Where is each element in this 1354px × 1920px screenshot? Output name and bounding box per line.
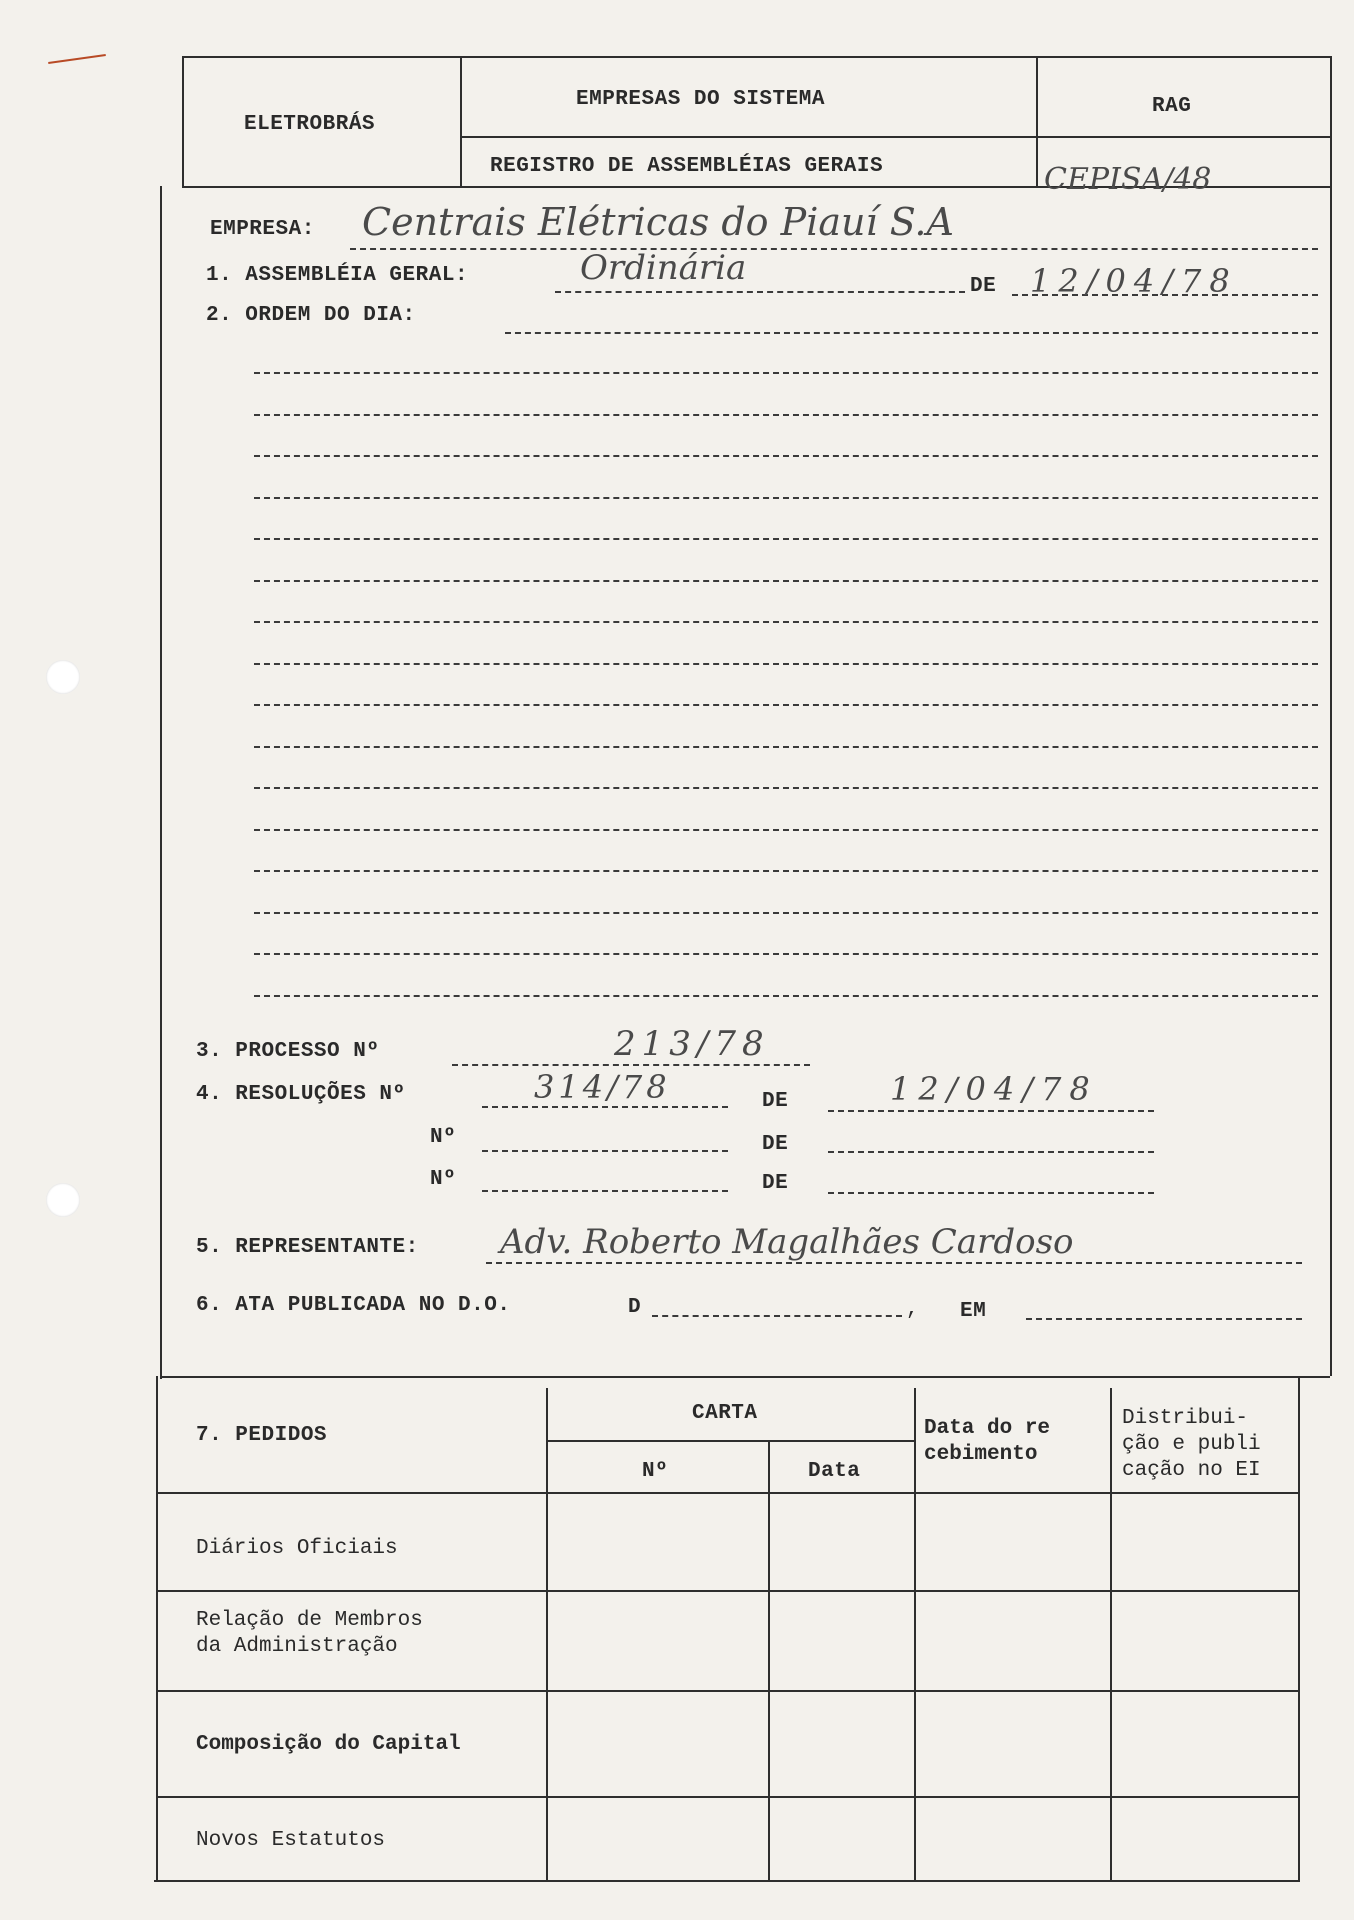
- resolucao-2-de-label: DE: [762, 1133, 789, 1156]
- ordem-blank-line: [254, 414, 1318, 416]
- ata-d-line: [652, 1315, 902, 1317]
- carta-no-header: Nº: [642, 1460, 669, 1483]
- processo-label: 3. PROCESSO Nº: [196, 1040, 380, 1063]
- recebimento-header: Data do re cebimento: [924, 1417, 1051, 1466]
- resolucoes-label: 4. RESOLUÇÕES Nº: [196, 1083, 406, 1106]
- frame-left-lower: [160, 186, 162, 1379]
- table-row-1-line: [156, 1590, 1298, 1592]
- resolucao-1-date-line: [828, 1110, 1154, 1112]
- rag-code: CEPISA/48: [1044, 162, 1212, 197]
- resolucao-1-date: 12/04/78: [890, 1070, 1098, 1108]
- row-label-composicao: Composição do Capital: [196, 1733, 461, 1756]
- ordem-blank-line: [254, 663, 1318, 665]
- org-name: ELETROBRÁS: [244, 113, 376, 136]
- representante-line: [486, 1262, 1302, 1264]
- ordem-blank-line: [254, 621, 1318, 623]
- table-row-3-line: [156, 1796, 1298, 1798]
- assembleia-value: Ordinária: [580, 248, 747, 288]
- row-label-diarios: Diários Oficiais: [196, 1537, 398, 1560]
- table-top: [160, 1376, 1330, 1378]
- empresa-line: [350, 248, 1318, 250]
- carta-header: CARTA: [692, 1402, 758, 1425]
- system-title: EMPRESAS DO SISTEMA: [576, 88, 825, 111]
- resolucao-2-line: [482, 1150, 728, 1152]
- ordem-blank-line: [254, 455, 1318, 457]
- table-col-1: [546, 1388, 548, 1880]
- row-label-relacao: Relação de Membros da Administração: [196, 1609, 423, 1658]
- margin-pen-mark: [48, 54, 106, 64]
- table-col-4: [1110, 1388, 1112, 1880]
- ordem-blank-line: [254, 538, 1318, 540]
- table-row-2-line: [156, 1690, 1298, 1692]
- table-bottom: [154, 1880, 1300, 1882]
- empresa-value: Centrais Elétricas do Piauí S.A: [362, 200, 954, 244]
- table-carta-line: [546, 1440, 914, 1442]
- pedidos-header: 7. PEDIDOS: [196, 1424, 328, 1447]
- ata-label: 6. ATA PUBLICADA NO D.O.: [196, 1294, 511, 1317]
- ata-em-line: [1026, 1318, 1302, 1320]
- ata-comma: ,: [906, 1298, 920, 1321]
- register-title: REGISTRO DE ASSEMBLÉIAS GERAIS: [490, 155, 884, 178]
- assembleia-line: [555, 291, 965, 293]
- ordem-blank-line: [254, 953, 1318, 955]
- ordem-blank-line: [254, 497, 1318, 499]
- ordem-blank-line: [254, 704, 1318, 706]
- table-left: [156, 1376, 158, 1880]
- header-divider-2: [1036, 56, 1038, 186]
- resolucao-1-de-label: DE: [762, 1090, 789, 1113]
- table-header-line: [156, 1492, 1298, 1494]
- table-col-2: [768, 1440, 770, 1880]
- assembleia-date: 12/04/78: [1030, 262, 1238, 300]
- frame-left-upper: [182, 56, 184, 186]
- distribuicao-header: Distribui- ção e publi cação no EI: [1122, 1407, 1261, 1482]
- table-col-3: [914, 1388, 916, 1880]
- header-divider-1: [460, 56, 462, 186]
- rag-label: RAG: [1152, 95, 1192, 118]
- ordem-blank-line: [254, 912, 1318, 914]
- resolucao-3-no-label: Nº: [430, 1168, 457, 1191]
- ordem-blank-line: [254, 787, 1318, 789]
- ordem-blank-line: [254, 829, 1318, 831]
- punch-hole-top: [46, 660, 80, 694]
- representante-label: 5. REPRESENTANTE:: [196, 1236, 419, 1259]
- ordem-blank-line: [254, 746, 1318, 748]
- assembleia-de-label: DE: [970, 275, 997, 298]
- assembleia-label: 1. ASSEMBLÉIA GERAL:: [206, 264, 469, 287]
- ata-em-label: EM: [960, 1300, 987, 1323]
- empresa-label: EMPRESA:: [210, 218, 315, 241]
- frame-right: [1330, 56, 1332, 1376]
- header-mid-line: [460, 136, 1330, 138]
- processo-value: 213/78: [614, 1024, 770, 1064]
- carta-data-header: Data: [808, 1460, 861, 1483]
- resolucao-2-date-line: [828, 1151, 1154, 1153]
- ata-d-label: D: [628, 1296, 642, 1319]
- processo-line: [452, 1064, 810, 1066]
- table-right: [1298, 1376, 1300, 1880]
- ordem-blank-line: [254, 372, 1318, 374]
- resolucao-1-value: 314/78: [534, 1068, 671, 1106]
- ordem-line: [505, 332, 1318, 334]
- resolucao-2-no-label: Nº: [430, 1126, 457, 1149]
- ordem-blank-line: [254, 870, 1318, 872]
- resolucao-3-de-label: DE: [762, 1172, 789, 1195]
- row-label-estatutos: Novos Estatutos: [196, 1829, 386, 1852]
- ordem-blank-line: [254, 995, 1318, 997]
- resolucao-3-date-line: [828, 1192, 1154, 1194]
- representante-value: Adv. Roberto Magalhães Cardoso: [500, 1222, 1074, 1262]
- ordem-label: 2. ORDEM DO DIA:: [206, 304, 416, 327]
- resolucao-3-line: [482, 1190, 728, 1192]
- frame-top: [182, 56, 1332, 58]
- resolucao-1-line: [482, 1106, 728, 1108]
- punch-hole-bottom: [46, 1183, 80, 1217]
- ordem-blank-line: [254, 580, 1318, 582]
